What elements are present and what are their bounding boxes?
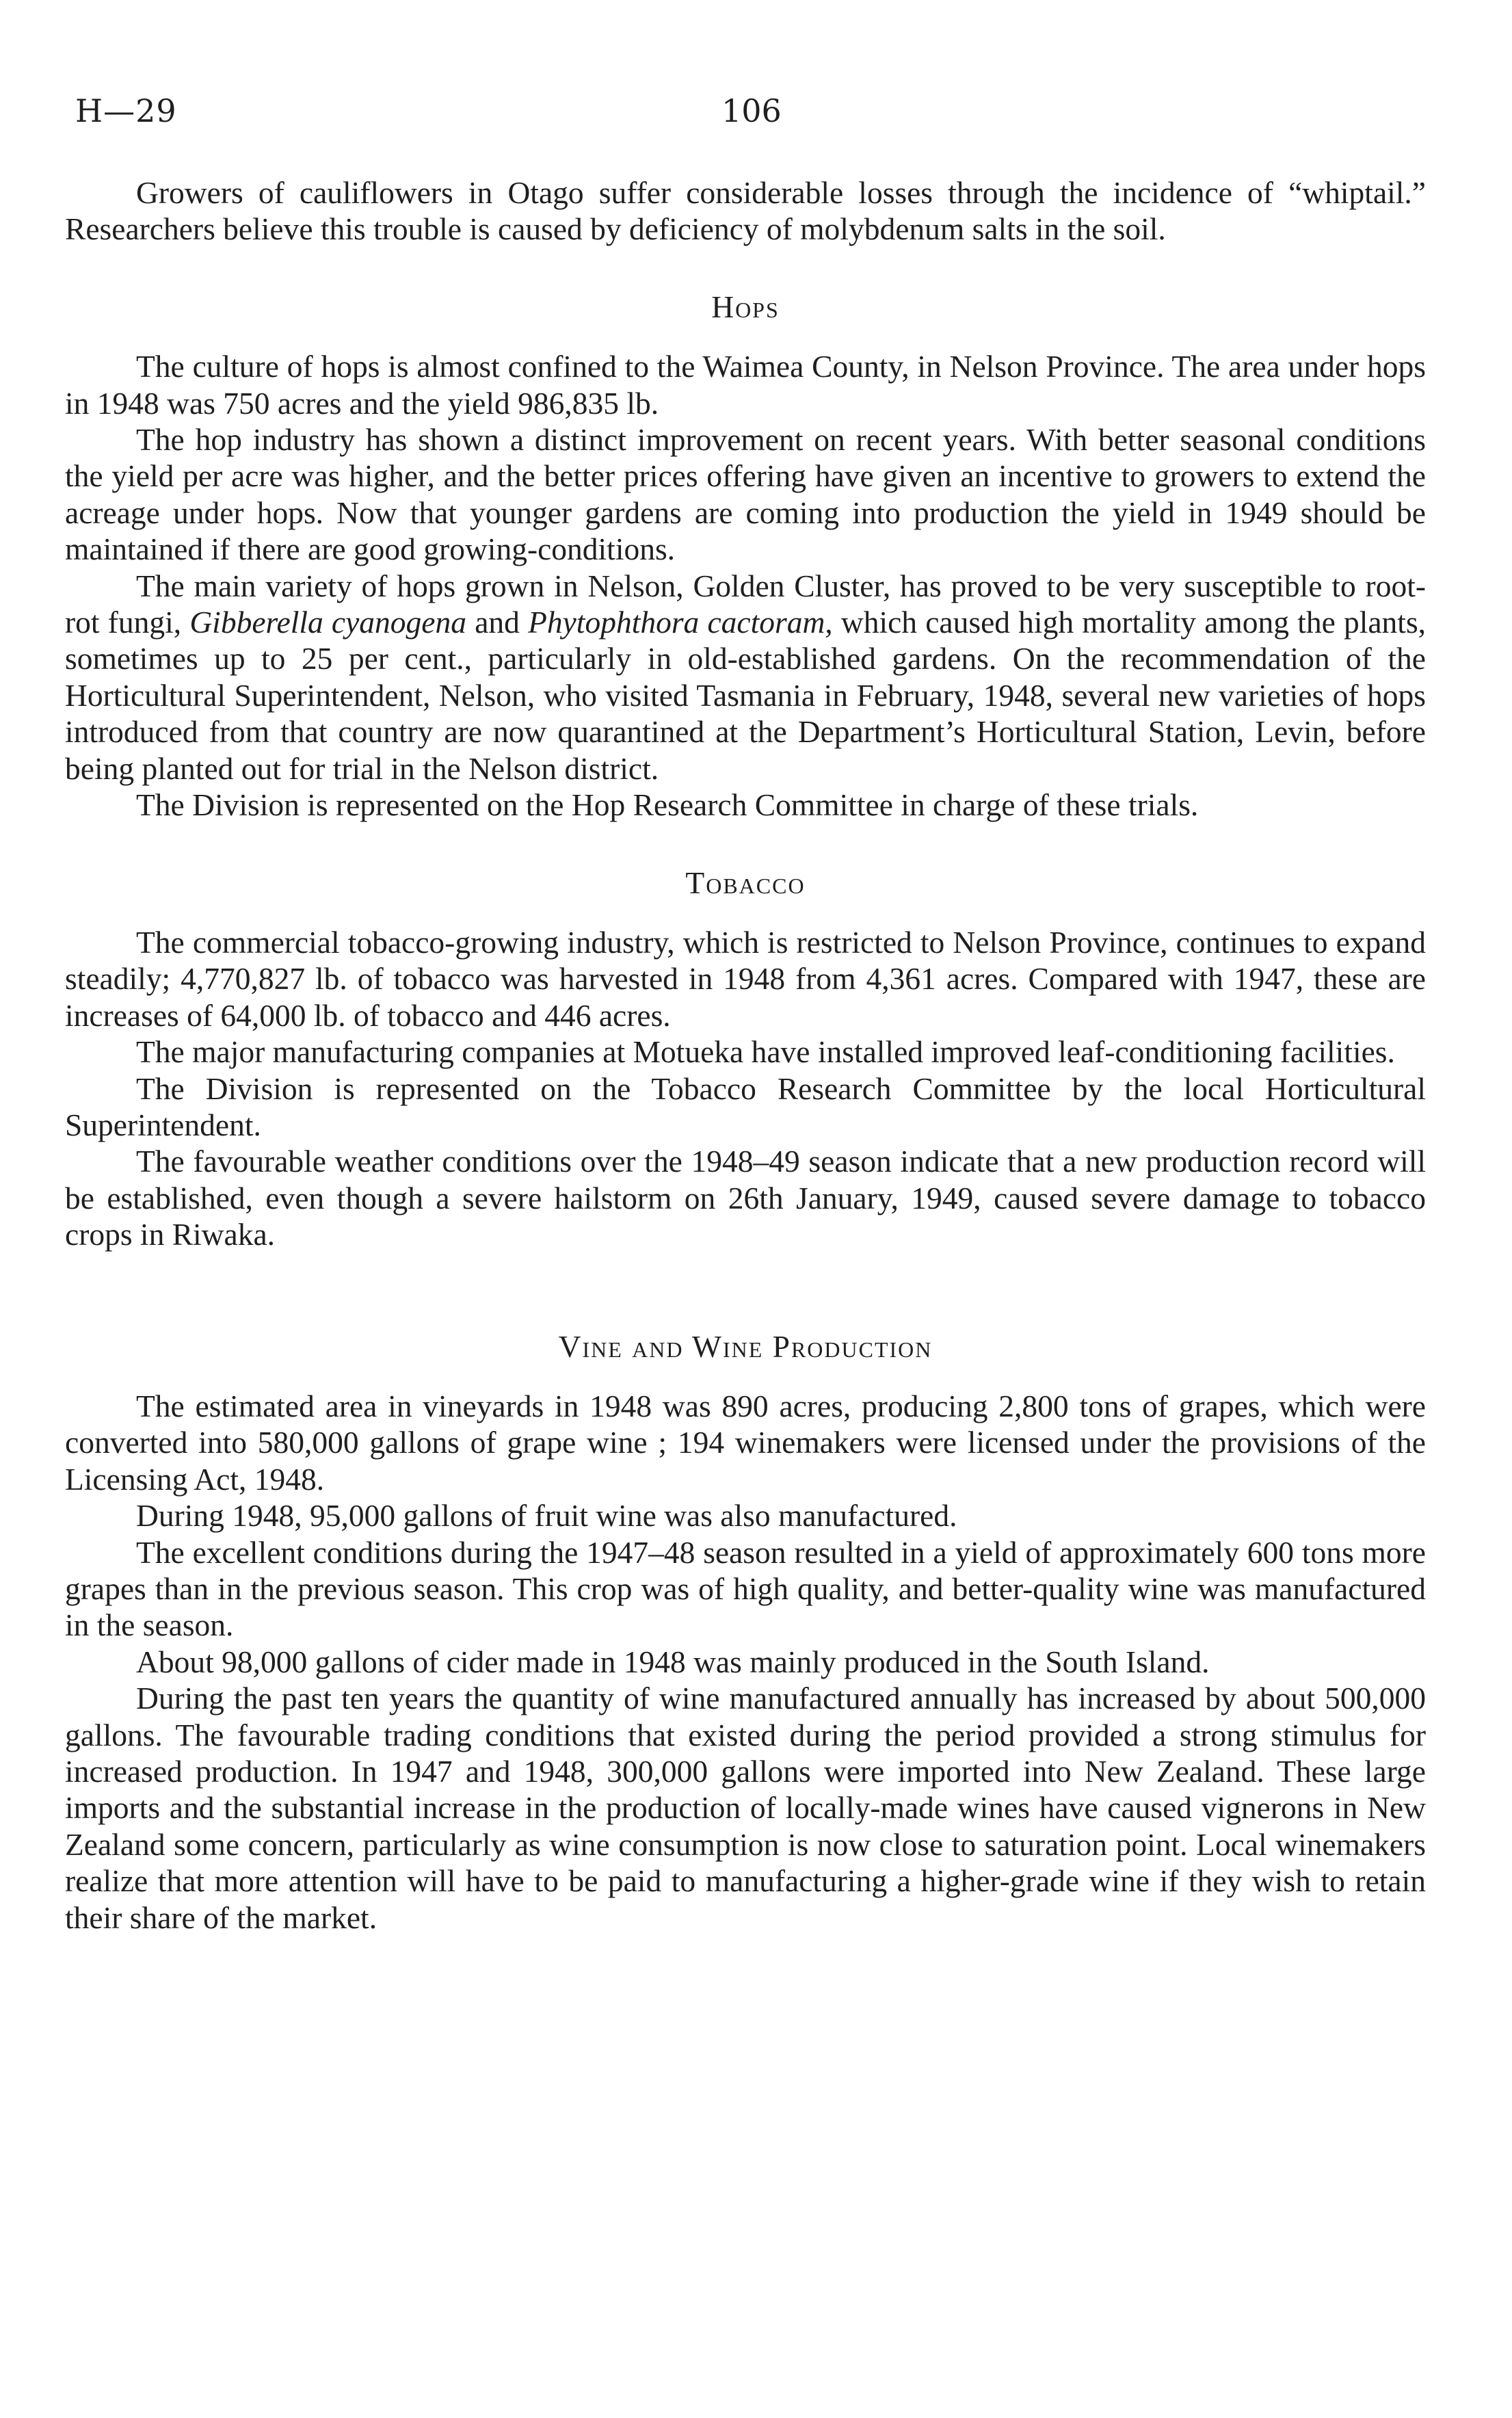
hops-paragraph-4: The Division is represented on the Hop Research Committee in charge of these trials. xyxy=(136,787,1199,823)
hops-paragraph-2: The hop industry has shown a distinct improvement on recent years. With better seasonal conditions the yield per acre was higher, and the better prices offering have given an incentive to growers to extend the acreage under hops. Now that younger gardens are coming into production the yield in 1949 should be maintained if there are good growing-conditions. xyxy=(65,422,1426,567)
vine-paragraph-1: The estimated area in vineyards in 1948 was 890 acres, producing 2,800 tons of grapes, which were converted into 580,000 gallons of grape wine ; 194 winemakers were licensed under the provisions of the Licensing Act, 1948. xyxy=(65,1388,1426,1497)
page-body xyxy=(65,174,1426,1936)
section-heading-vine: Vine and Wine Production xyxy=(558,1328,933,1364)
species-name-phytophthora: Phytophthora cactoram, xyxy=(528,605,833,640)
tobacco-paragraph-2: The major manufacturing companies at Motueka have installed improved leaf-conditioning facilities. xyxy=(136,1034,1395,1070)
hops-paragraph-3-text-a: The main variety of hops grown in Nelson, Golden Cluster, has proved to be very susceptible to root-rot fungi, xyxy=(65,568,1426,640)
hops-paragraph-1: The culture of hops is almost confined to the Waimea County, in Nelson Province. The area under hops in 1948 was 750 acres and the yield 986,835 lb. xyxy=(65,349,1426,421)
vine-paragraph-4: About 98,000 gallons of cider made in 1948 was mainly produced in the South Island. xyxy=(136,1644,1210,1679)
section-heading-tobacco: Tobacco xyxy=(685,865,806,900)
vine-paragraph-2: During 1948, 95,000 gallons of fruit wine was also manufactured. xyxy=(136,1498,957,1534)
hops-paragraph-3 xyxy=(65,568,1426,787)
vine-paragraph-3: The excellent conditions during the 1947–48 season resulted in a yield of approximately 600 tons more grapes than in the previous season. This crop was of high quality, and better-quality wine was manufactured in the season. xyxy=(65,1534,1426,1643)
page-header xyxy=(0,92,1512,133)
tobacco-paragraph-1: The commercial tobacco-growing industry, which is restricted to Nelson Province, continues to expand steadily; 4,770,827 lb. of tobacco was harvested in 1948 from 4,361 acres. Compared with 1947, these are increases of 64,000 lb. of tobacco and 446 acres. xyxy=(65,924,1426,1033)
hops-paragraph-3-and: and xyxy=(475,605,520,640)
tobacco-paragraph-4: The favourable weather conditions over the 1948–49 season indicate that a new production record will be established, even though a severe hailstorm on 26th January, 1949, caused severe damage to tobacco crops in Riwaka. xyxy=(65,1144,1426,1252)
hops-paragraph-3-text-b: which caused high mortality among the plants, sometimes up to 25 per cent., particularly in old-established gardens. On the recommendation of the Horticultural Superintendent, Nelson, who visited Tasmania in February, 1948, several new varieties of hops introduced from that country are now quarantined at the Department’s Horticultural Station, Levin, before being planted out for trial in the Nelson district. xyxy=(65,605,1427,786)
intro-paragraph: Growers of cauliflowers in Otago suffer considerable losses through the incidence of “whiptail.” Researchers believe this trouble is caused by deficiency of molybdenum salts in the soil. xyxy=(65,175,1426,247)
section-heading-hops: Hops xyxy=(711,289,780,324)
page-number: 106 xyxy=(721,92,782,129)
document-reference: H—29 xyxy=(75,92,177,129)
species-name-gibberella: Gibberella cyanogena xyxy=(189,605,467,640)
tobacco-paragraph-3: The Division is represented on the Tobacco Research Committee by the local Horticultural Superintendent. xyxy=(65,1070,1426,1142)
vine-paragraph-5: During the past ten years the quantity of wine manufactured annually has increased by about 500,000 gallons. The favourable trading conditions that existed during the period provided a strong stimulus for increased production. In 1947 and 1948, 300,000 gallons were imported into New Zealand. These large imports and the substantial increase in the production of locally-made wines have caused vignerons in New Zealand some concern, particularly as wine consumption is now close to saturation point. Local winemakers realize that more attention will have to be paid to manufacturing a higher-grade wine if they wish to retain their share of the market. xyxy=(65,1681,1426,1935)
